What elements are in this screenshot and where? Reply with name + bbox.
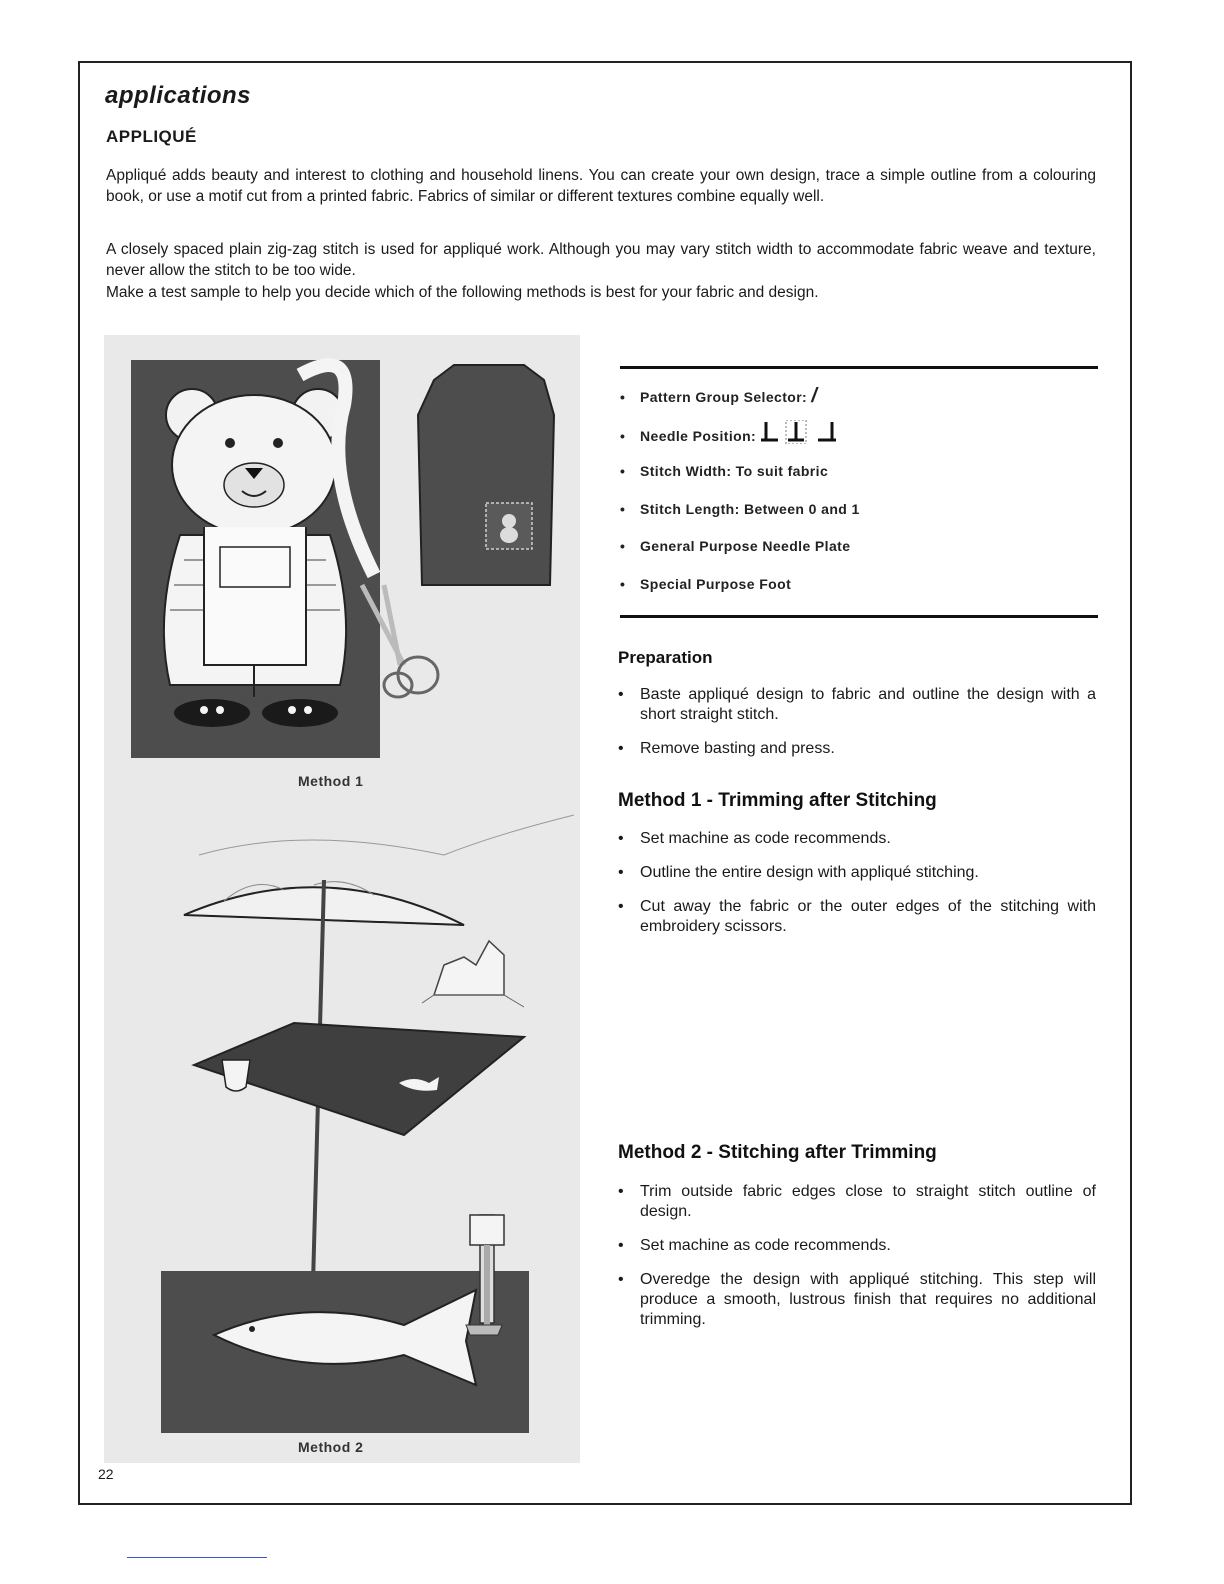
needle-plate-text: General Purpose Needle Plate <box>640 538 851 554</box>
section-title: applications <box>105 82 252 109</box>
bullet: • <box>618 898 624 915</box>
list-item <box>616 685 1096 725</box>
preparation-item-1: Baste appliqué design to fabric and outline the design with a short straight stitch. <box>640 686 1096 723</box>
method-1-list <box>616 829 1096 951</box>
stitch-length-to: 1 <box>851 500 860 517</box>
needle-position-label: Needle Position: <box>640 427 757 444</box>
bullet: • <box>618 864 624 881</box>
list-item <box>616 829 1096 849</box>
illustration-panel <box>104 335 580 1463</box>
stitch-length-from: 0 <box>808 500 817 517</box>
preparation-list <box>616 685 1096 773</box>
method-1-title: Method 1 - Trimming after Stitching <box>618 790 937 811</box>
bullet: • <box>618 686 624 703</box>
method-2-item-3: Overedge the design with appliqué stitching. This step will produce a smooth, lustrous finish that requires no additional trimming. <box>640 1271 1096 1328</box>
bullet: • <box>620 538 626 554</box>
bullet: • <box>620 389 626 405</box>
stitch-length-label: Stitch Length: Between <box>640 500 805 517</box>
intro-paragraph-2: A closely spaced plain zig-zag stitch is used for appliqué work. Although you may vary stitch width to accommodate fabric weave and texture, never allow the stitch to be too wide. <box>106 241 1096 279</box>
pattern-group-label: Pattern Group Selector: <box>640 389 808 405</box>
list-item <box>616 863 1096 883</box>
pattern-group-symbol: / <box>811 385 818 407</box>
method-2-title: Method 2 - Stitching after Trimming <box>618 1142 937 1163</box>
apron-motif <box>418 365 554 585</box>
bullet: • <box>620 427 626 444</box>
setting-stitch-length <box>620 495 1098 533</box>
page-heading: APPLIQUÉ <box>106 127 197 146</box>
setting-stitch-width <box>620 457 1098 495</box>
foot-text: Special Purpose Foot <box>640 575 792 592</box>
bullet: • <box>620 463 626 479</box>
stitch-length-and: and <box>821 500 848 517</box>
method-2-item-2: Set machine as code recommends. <box>640 1237 891 1254</box>
intro-paragraph-3: Make a test sample to help you decide which of the following methods is best for your fabric and design. <box>106 284 819 301</box>
illustration-drawing <box>104 335 580 1463</box>
caption-method-2: Method 2 <box>298 1439 364 1455</box>
caption-method-1: Method 1 <box>298 773 364 789</box>
settings-bottom-rule <box>620 615 1098 618</box>
method-2-list <box>616 1182 1096 1344</box>
bullet: • <box>620 575 626 592</box>
method-1-item-3: Cut away the fabric or the outer edges of the stitching with embroidery scissors. <box>640 898 1096 935</box>
setting-needle-plate <box>620 532 1098 570</box>
needle-position-icon <box>760 420 840 444</box>
method-2-item-1: Trim outside fabric edges close to straight stitch outline of design. <box>640 1183 1096 1220</box>
bullet: • <box>618 1271 624 1288</box>
bullet: • <box>618 1237 624 1254</box>
list-item <box>616 1270 1096 1330</box>
method-1-item-1: Set machine as code recommends. <box>640 830 891 847</box>
bullet: • <box>618 740 624 757</box>
setting-foot <box>620 570 1098 608</box>
intro-paragraph-1: Appliqué adds beauty and interest to clothing and household linens. You can create your own design, trace a simple outline from a colouring book, or use a motif cut from a printed fabric. Fabrics of similar or different textures combine equally well. <box>106 167 1096 205</box>
machine-settings-list <box>620 382 1098 607</box>
list-item <box>616 1182 1096 1222</box>
setting-needle-position <box>620 420 1098 458</box>
stitch-width-text: Stitch Width: To suit fabric <box>640 463 829 479</box>
preparation-item-2: Remove basting and press. <box>640 740 835 757</box>
preparation-title: Preparation <box>618 648 713 667</box>
page-number: 22 <box>98 1466 114 1482</box>
bullet: • <box>618 830 624 847</box>
settings-top-rule <box>620 366 1098 369</box>
list-item <box>616 739 1096 759</box>
bullet: • <box>618 1183 624 1200</box>
list-item <box>616 897 1096 937</box>
bullet: • <box>620 500 626 517</box>
method-1-item-2: Outline the entire design with appliqué stitching. <box>640 864 979 881</box>
list-item <box>616 1236 1096 1256</box>
setting-pattern-group <box>620 382 1098 420</box>
decorative-underline <box>127 1557 267 1558</box>
